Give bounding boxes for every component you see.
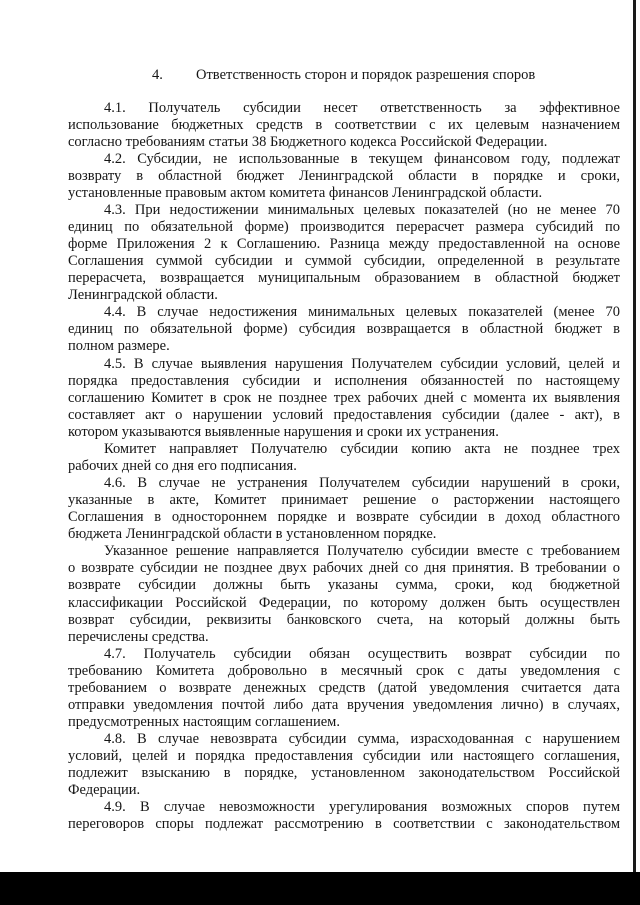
paragraph-line: единиц по обязательной форме) субсидия возвращается в областной бюджет в	[68, 321, 620, 338]
paragraph-line: установленные правовым актом комитета финансов Ленинградской области.	[68, 184, 543, 201]
paragraph-line: предусмотренных настоящим соглашением.	[68, 714, 340, 731]
paragraph-line: возврат субсидии, реквизиты банковского счета, на который должны быть	[68, 611, 620, 628]
paragraph-first-line: 4.4. В случае недостижения минимальных целевых показателей (менее 70	[104, 304, 620, 321]
paragraph-first-line: 4.5. В случае выявления нарушения Получателем субсидии условий, целей и	[104, 355, 620, 372]
paragraph-line: составляет акт о нарушении условий предоставления субсидии (далее - акт), в	[68, 406, 620, 423]
section-title: Ответственность сторон и порядок разрешения споров	[196, 67, 536, 83]
scan-bottom-band	[0, 872, 640, 905]
paragraph-line: требованию Комитета добровольно в месячный срок с даты уведомления с	[68, 662, 620, 679]
paragraph-line: указанные в акте, Комитет принимает решение о расторжении настоящего	[68, 492, 620, 509]
paragraph-line: перерасчета, возвращается муниципальным образованием в областной бюджет	[68, 270, 620, 287]
paragraph-line: классификации Российской Федерации, по которому должен быть осуществлен	[68, 594, 620, 611]
paragraph-line: использование бюджетных средств в соответствии с их целевым назначением	[68, 116, 620, 133]
paragraph-first-line: Комитет направляет Получателю субсидии копию акта не позднее трех	[104, 440, 620, 457]
paragraph-line: бюджета Ленинградской области в установленном порядке.	[68, 526, 437, 543]
paragraph-line: согласно требованиям статьи 38 Бюджетного кодекса Российской Федерации.	[68, 133, 548, 150]
paragraph-line: подлежит взысканию в порядке, установленном законодательством Российской	[68, 765, 620, 782]
paragraph-first-line: 4.3. При недостижении минимальных целевых показателей (но не менее 70	[104, 201, 620, 218]
paragraph-line: порядка предоставления субсидии и исполнения обязанностей по настоящему	[68, 372, 620, 389]
paragraph-line: Соглашения суммой субсидии и суммой субсидии, определенной в результате	[68, 253, 620, 270]
paragraph-first-line: 4.1. Получатель субсидии несет ответственность за эффективное	[104, 99, 620, 116]
paragraph-first-line: Указанное решение направляется Получателю субсидии вместе с требованием	[104, 543, 620, 560]
paragraph-line: Ленинградской области.	[68, 287, 218, 304]
paragraph-line: рабочих дней со дня его подписания.	[68, 457, 297, 474]
scan-edge-right	[633, 0, 636, 873]
paragraph-line: возврату в областной бюджет Ленинградской области в порядке и сроки,	[68, 167, 620, 184]
paragraph-line: единиц по обязательной форме) производится перерасчет размера субсидий по	[68, 218, 620, 235]
paragraph-line: требованием о возврате денежных средств (датой уведомления считается дата	[68, 679, 620, 696]
section-number: 4.	[152, 67, 163, 83]
paragraph-line: Федерации.	[68, 782, 141, 799]
paragraph-first-line: 4.2. Субсидии, не использованные в текущем финансовом году, подлежат	[104, 150, 620, 167]
paragraph-line: соглашению Комитет в срок не позднее трех рабочих дней с момента их выявления	[68, 389, 620, 406]
paragraph-line: условий, целей и порядка предоставления субсидии или настоящего соглашения,	[68, 748, 620, 765]
paragraph-first-line: 4.8. В случае невозврата субсидии сумма, израсходованная с нарушением	[104, 731, 620, 748]
paragraph-line: полном размере.	[68, 338, 170, 355]
paragraph-line: перечислены средства.	[68, 628, 209, 645]
paragraph-line: отправки уведомления почтой либо дата вручения уведомления лично) в случаях,	[68, 696, 620, 713]
paragraph-line: переговоров споры подлежат рассмотрению в соответствии с законодательством	[68, 816, 620, 833]
paragraph-line: Соглашения в одностороннем порядке и возврате субсидии в доход областного	[68, 509, 620, 526]
paragraph-line: о возврате субсидии не позднее двух рабочих дней со дня принятия. В требовании о	[68, 560, 620, 577]
paragraph-first-line: 4.9. В случае невозможности урегулирования возможных споров путем	[104, 799, 620, 816]
paragraph-first-line: 4.7. Получатель субсидии обязан осуществить возврат субсидии по	[104, 645, 620, 662]
paragraph-first-line: 4.6. В случае не устранения Получателем субсидии нарушений в сроки,	[104, 475, 620, 492]
paragraph-line: форме Приложения 2 к Соглашению. Разница между предоставленной на основе	[68, 236, 620, 253]
paragraph-line: котором указываются выявленные нарушения и сроки их устранения.	[68, 423, 499, 440]
paragraph-line: возврате субсидии должны быть указаны сумма, сроки, код бюджетной	[68, 577, 620, 594]
